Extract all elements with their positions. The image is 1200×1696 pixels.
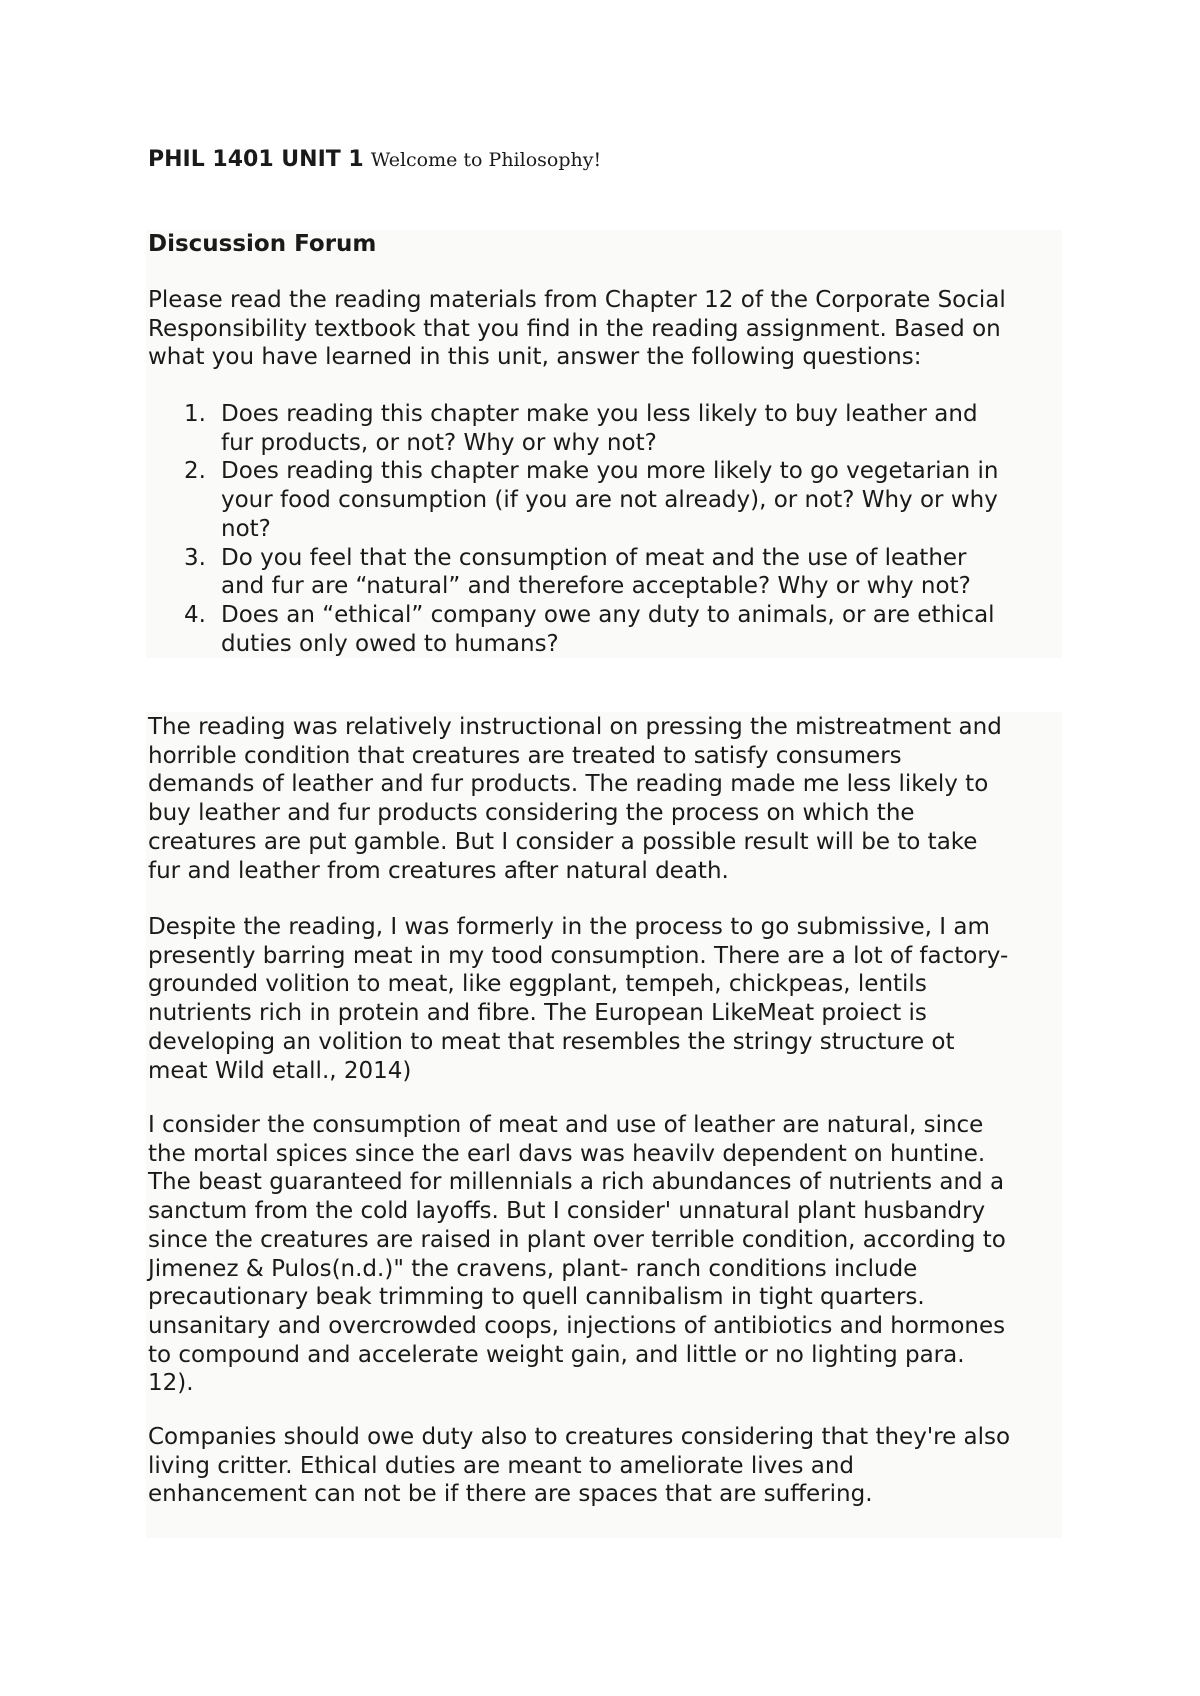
text-line: fur products, or not? Why or why not?	[221, 429, 657, 456]
text-line: Does reading this chapter make you less likely to buy leather and	[221, 401, 978, 427]
text-line: Do you feel that the consumption of meat and the use of leather	[221, 544, 967, 571]
text-line: fur and leather from creatures after natural death.	[148, 857, 729, 884]
text-line: meat Wild etall., 2014)	[148, 1057, 412, 1084]
text-line: living critter. Ethical duties are meant to ameliorate lives and	[148, 1452, 855, 1479]
answer-paragraph-4	[148, 1423, 1078, 1509]
question-number: 3.	[184, 544, 206, 571]
text-line: creatures are put gamble. But I consider a possible result will be to take	[148, 828, 978, 855]
text-line: Does an “ethical” company owe any duty to animals, or are ethical	[221, 601, 995, 628]
prompt-intro	[148, 286, 1078, 372]
text-line: Despite the reading, I was formerly in the process to go submissive, I am	[148, 914, 990, 940]
text-line: The reading was relatively instructional on pressing the mistreatment and	[148, 714, 1002, 740]
text-line: grounded volition to meat, like eggplant, tempeh, chickpeas, lentils	[148, 971, 927, 998]
document-title	[148, 143, 601, 177]
text-line: Please read the reading materials from Chapter 12 of the Corporate Social	[148, 287, 1006, 313]
text-line: to compound and accelerate weight gain, and little or no lighting para.	[148, 1341, 965, 1368]
text-line: I consider the consumption of meat and use of leather are natural, since	[148, 1112, 984, 1138]
question-list	[148, 400, 1068, 658]
question-item	[148, 400, 1068, 457]
text-line: not?	[221, 515, 271, 542]
text-line: 12).	[148, 1370, 194, 1397]
course-subtitle: Welcome to Philosophy!	[370, 149, 602, 171]
text-line: sanctum from the cold layoffs. But I consider' unnatural plant husbandry	[148, 1198, 986, 1225]
text-line: The beast guaranteed for millennials a rich abundances of nutrients and a	[148, 1169, 1005, 1196]
text-line: Does reading this chapter make you more likely to go vegetarian in	[221, 458, 999, 485]
question-item	[148, 457, 1068, 543]
text-line: enhancement can not be if there are spaces that are suffering.	[148, 1481, 873, 1508]
answer-paragraph-3	[148, 1111, 1078, 1398]
text-line: unsanitary and overcrowded coops, injections of antibiotics and hormones	[148, 1312, 1006, 1339]
question-item	[148, 601, 1068, 658]
text-line: buy leather and fur products considering the process on which the	[148, 800, 915, 827]
text-line: and fur are “natural” and therefore acceptable? Why or why not?	[221, 573, 971, 600]
text-line: presently barring meat in my tood consumption. There are a lot of factory-	[148, 942, 1009, 969]
course-code: PHIL 1401 UNIT 1	[148, 147, 364, 172]
text-line: demands of leather and fur products. The reading made me less likely to	[148, 771, 989, 798]
text-line: Companies should owe duty also to creatures considering that they're also	[148, 1424, 1011, 1450]
text-line: developing an volition to meat that resembles the stringy structure ot	[148, 1028, 955, 1055]
text-line: nutrients rich in protein and fibre. The European LikeMeat proiect is	[148, 1000, 927, 1027]
answer-paragraph-2	[148, 913, 1078, 1085]
text-line: duties only owed to humans?	[221, 630, 559, 657]
text-line: Responsibility textbook that you find in the reading assignment. Based on	[148, 315, 1001, 342]
question-item	[148, 544, 1068, 601]
text-line: precautionary beak trimming to quell cannibalism in tight quarters.	[148, 1284, 925, 1311]
text-line: what you have learned in this unit, answer the following questions:	[148, 344, 922, 371]
answer-paragraph-1	[148, 713, 1078, 885]
question-number: 1.	[184, 401, 206, 427]
section-heading: Discussion Forum	[148, 231, 377, 257]
text-line: your food consumption (if you are not already), or not? Why or why	[221, 487, 998, 514]
text-line: horrible condition that creatures are treated to satisfy consumers	[148, 742, 902, 769]
text-line: Jimenez & Pulos(n.d.)" the cravens, plant- ranch conditions include	[148, 1255, 918, 1282]
text-line: since the creatures are raised in plant over terrible condition, according to	[148, 1226, 1006, 1253]
text-line: the mortal spices since the earl davs was heavilv dependent on huntine.	[148, 1140, 986, 1167]
question-number: 4.	[184, 601, 206, 628]
question-number: 2.	[184, 458, 206, 485]
